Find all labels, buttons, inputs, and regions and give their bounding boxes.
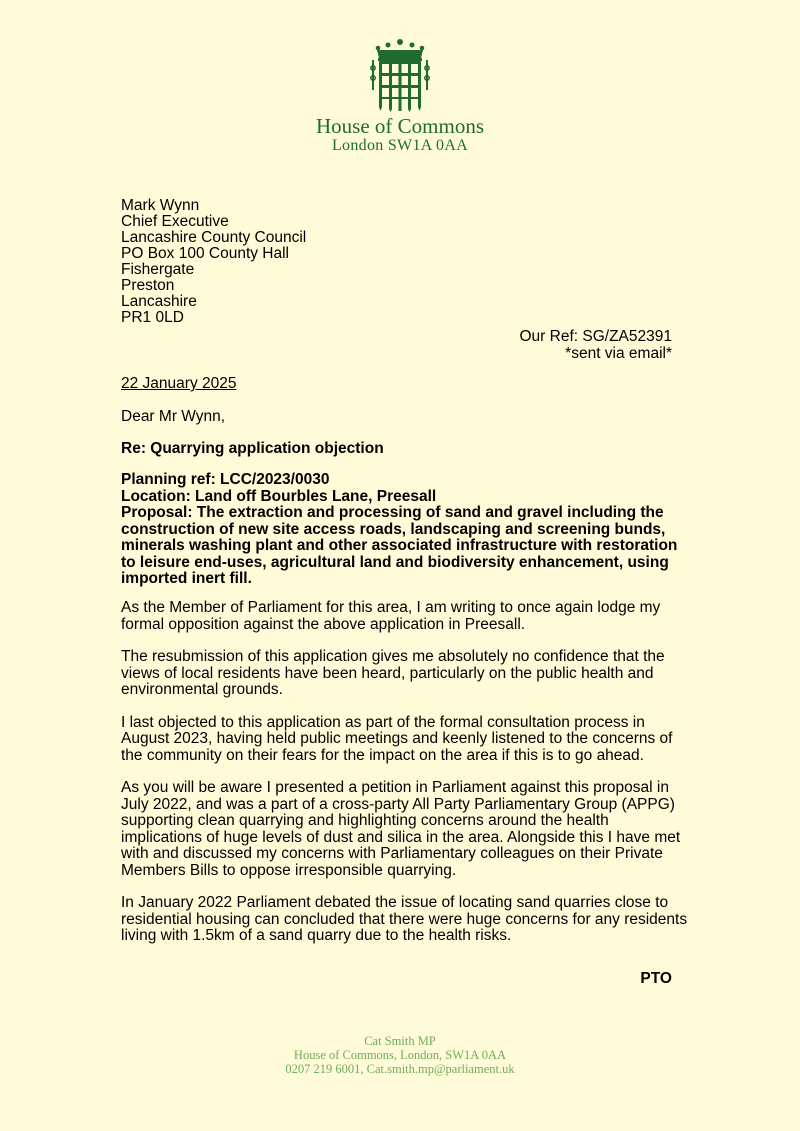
house-address: London SW1A 0AA <box>331 137 469 154</box>
footer-name: Cat Smith MP <box>364 1034 436 1048</box>
planning-location: Location: Land off Bourbles Lane, Preesall <box>121 487 437 505</box>
footer-contact: 0207 219 6001, Cat.smith.mp@parliament.uk <box>285 1062 515 1076</box>
recipient-line: Lancashire <box>121 293 197 310</box>
house-name: House of Commons <box>316 114 484 138</box>
reference-block <box>520 328 673 362</box>
recipient-line: PO Box 100 County Hall <box>121 245 290 262</box>
footer <box>0 1034 800 1076</box>
pto-marker: PTO <box>640 970 672 987</box>
recipient-line: Fishergate <box>121 261 195 278</box>
recipient-line: Lancashire County Council <box>121 229 307 246</box>
recipient-line: Preston <box>121 277 175 294</box>
planning-proposal: Proposal: The extraction and processing of sand and gravel including the construction of new site access roads, landscaping and screening bunds, minerals washing plant and other associated infrastructure with restoration to leisure end-uses, agricultural land and biodiversity enhancement, using imported inert fill. <box>121 504 678 587</box>
recipient-line: Mark Wynn <box>121 197 200 214</box>
body-paragraph: In January 2022 Parliament debated the issue of locating sand quarries close to residential housing can concluded that there were huge concerns for any residents living with 1.5km of a sand quarry due to the health risks. <box>121 894 688 944</box>
letter-date: 22 January 2025 <box>121 375 237 392</box>
body-paragraph: I last objected to this application as part of the formal consultation process in August 2023, having held public meetings and keenly listened to the concerns of the community on their fears for the impact on the area if this is to go ahead. <box>121 713 673 764</box>
delivery-note: *sent via email* <box>565 345 672 362</box>
portcullis-icon <box>369 38 431 112</box>
footer-address: House of Commons, London, SW1A 0AA <box>293 1048 507 1062</box>
our-reference: Our Ref: SG/ZA52391 <box>519 328 672 345</box>
planning-details <box>121 472 691 588</box>
body-paragraph: As the Member of Parliament for this area, I am writing to once again lodge my formal opposition against the above application in Preesall. <box>121 599 661 633</box>
recipient-line: PR1 0LD <box>121 309 184 326</box>
planning-ref: Planning ref: LCC/2023/0030 <box>121 471 330 488</box>
body-paragraph: As you will be aware I presented a petition in Parliament against this proposal in July 2022, and was a part of a cross-party All Party Parliamentary Group (APPG) supporting clean quarrying and highlighting concerns around the health implications of huge levels of dust and silica in the area. Alongside this I have met with and discussed my concerns with Parliamentary colleagues on their Private Members Bills to oppose irresponsible quarrying. <box>121 779 681 879</box>
subject-line: Re: Quarrying application objection <box>121 440 384 457</box>
letterhead <box>0 38 800 155</box>
letter-body <box>121 600 691 961</box>
body-paragraph: The resubmission of this application gives me absolutely no confidence that the views of local residents have been heard, particularly on the public health and environmental grounds. <box>121 648 665 698</box>
salutation: Dear Mr Wynn, <box>121 408 226 425</box>
recipient-line: Chief Executive <box>121 213 229 230</box>
recipient-address <box>121 198 306 326</box>
